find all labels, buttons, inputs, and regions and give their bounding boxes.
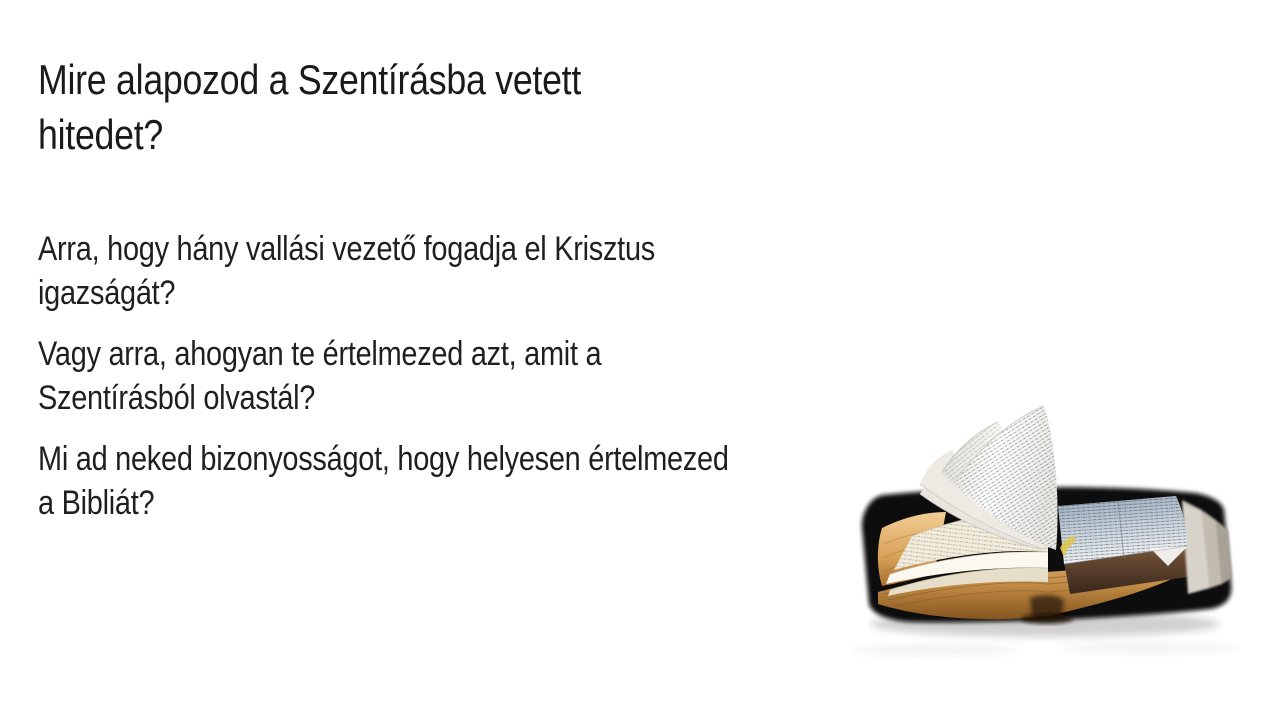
paragraph-line: Vagy arra, ahogyan te értelmezed azt, amit a: [38, 335, 602, 373]
title-line: hitedet?: [38, 111, 164, 158]
book-right-edge-steps: [1182, 500, 1232, 594]
paragraph-line: igazságát?: [38, 274, 176, 312]
slide-body: [38, 227, 905, 542]
paragraph-line: a Bibliát?: [38, 484, 155, 522]
slide-title: [38, 52, 803, 162]
paragraph-line: Szentírásból olvastál?: [38, 379, 316, 417]
paragraph-line: Mi ad neked bizonyosságot, hogy helyesen értelmezed: [38, 440, 729, 478]
book-right-open-page: [1056, 494, 1192, 566]
question-paragraph: [38, 227, 905, 315]
paragraph-line: Arra, hogy hány vallási vezető fogadja el Krisztus: [38, 230, 655, 268]
question-paragraph: [38, 332, 905, 420]
open-bible-illustration: [850, 398, 1240, 660]
title-line: Mire alapozod a Szentírásba vetett: [38, 56, 582, 103]
open-bible-image: [850, 398, 1240, 660]
question-paragraph: [38, 437, 905, 525]
